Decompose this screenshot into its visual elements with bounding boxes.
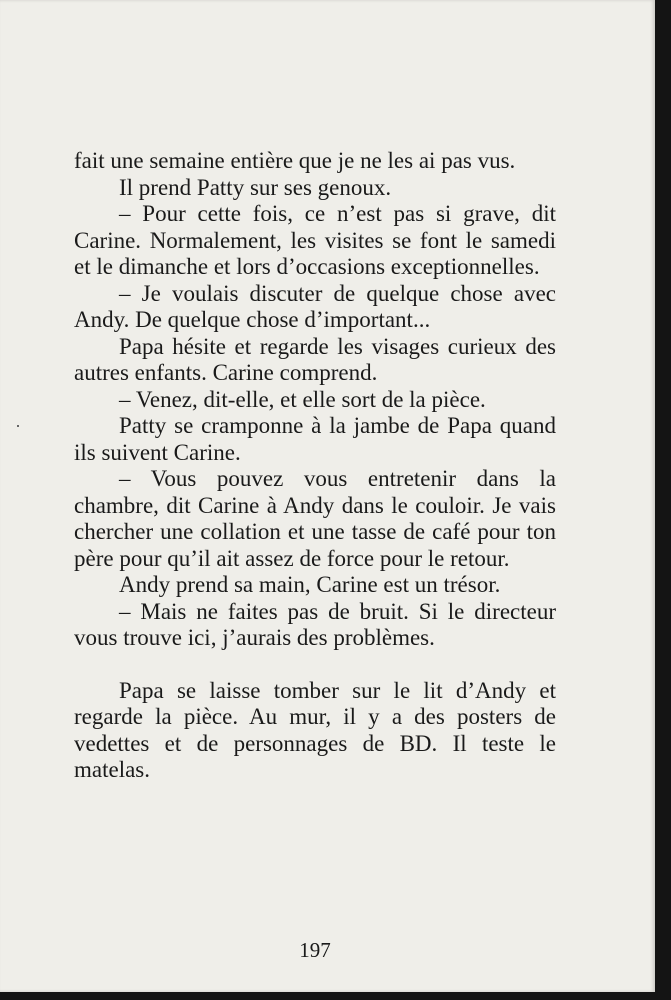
paragraph: Papa hésite et regarde les visages curieux des autres enfants. Carine comprend. [74, 333, 556, 385]
paragraph: – Vous pouvez vous entretenir dans la chambre, dit Carine à Andy dans le couloir. Je vais chercher une collation et une tasse de café pour ton père pour qu’il ait assez de force pour le retour. [74, 466, 556, 571]
paragraph: Papa se laisse tomber sur le lit d’Andy et regarde la pièce. Au mur, il y a des posters de vedettes et de personnages de BD. Il teste le matelas. [74, 677, 556, 782]
paragraph-continuation: fait une semaine entière que je ne les ai pas vus. [74, 148, 516, 173]
paragraph: – Mais ne faites pas de bruit. Si le directeur vous trouve ici, j’aurais des problèmes. [74, 598, 556, 650]
paragraph: – Je voulais discuter de quelque chose avec Andy. De quelque chose d’important... [74, 280, 556, 332]
paragraph: Patty se cramponne à la jambe de Papa quand ils suivent Carine. [74, 413, 556, 465]
paragraph: – Venez, dit-elle, et elle sort de la pièce. [119, 386, 486, 412]
body-text [74, 148, 556, 784]
paragraph: – Pour cette fois, ce n’est pas si grave, dit Carine. Normalement, les visites se font le samedi et le dimanche et lors d’occasions exceptionnelles. [74, 201, 556, 279]
paragraph: Il prend Patty sur ses genoux. [119, 174, 392, 200]
paper-speck [17, 425, 19, 427]
page-number: 197 [299, 938, 331, 962]
paragraph: Andy prend sa main, Carine est un trésor. [119, 572, 501, 597]
section-gap [74, 652, 556, 678]
